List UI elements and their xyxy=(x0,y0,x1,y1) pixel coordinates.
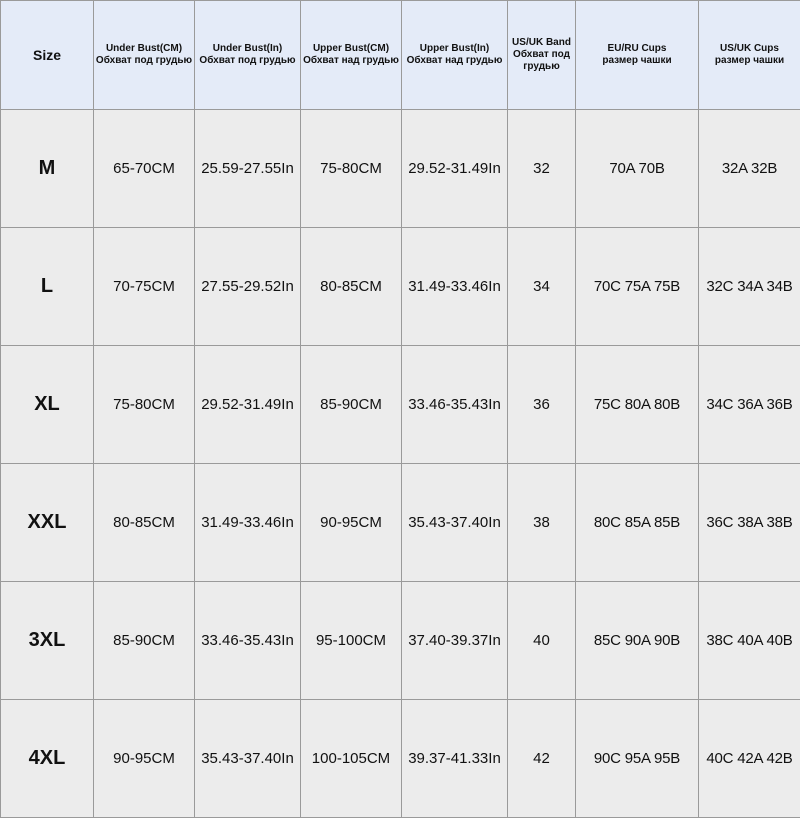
us-uk-cups-cell: 38C 40A 40B xyxy=(699,582,800,700)
table-row xyxy=(1,582,800,700)
eu-ru-cups-cell: 70A 70B xyxy=(576,110,699,228)
under-bust-in-cell: 33.46-35.43In xyxy=(195,582,301,700)
upper-bust-in-cell: 29.52-31.49In xyxy=(402,110,508,228)
size-cell: XXL xyxy=(1,464,94,582)
us-uk-band-cell: 38 xyxy=(508,464,576,582)
upper-bust-in-cell: 35.43-37.40In xyxy=(402,464,508,582)
eu-ru-cups-cell: 85C 90A 90B xyxy=(576,582,699,700)
header-us-uk-cups: US/UK Cups размер чашки xyxy=(699,1,800,110)
us-uk-cups-cell: 36C 38A 38B xyxy=(699,464,800,582)
header-under-bust-cm: Under Bust(CM) Обхват под грудью xyxy=(94,1,195,110)
upper-bust-cm-cell: 90-95CM xyxy=(301,464,402,582)
size-cell: XL xyxy=(1,346,94,464)
table-row xyxy=(1,464,800,582)
us-uk-cups-cell: 32A 32B xyxy=(699,110,800,228)
under-bust-cm-cell: 80-85CM xyxy=(94,464,195,582)
table-row xyxy=(1,346,800,464)
upper-bust-in-cell: 39.37-41.33In xyxy=(402,700,508,818)
header-upper-bust-in: Upper Bust(In) Обхват над грудью xyxy=(402,1,508,110)
table-row xyxy=(1,700,800,818)
size-cell: L xyxy=(1,228,94,346)
upper-bust-cm-cell: 75-80CM xyxy=(301,110,402,228)
header-size: Size xyxy=(1,1,94,110)
us-uk-cups-cell: 32C 34A 34B xyxy=(699,228,800,346)
size-cell: 4XL xyxy=(1,700,94,818)
under-bust-in-cell: 35.43-37.40In xyxy=(195,700,301,818)
under-bust-in-cell: 31.49-33.46In xyxy=(195,464,301,582)
upper-bust-cm-cell: 100-105CM xyxy=(301,700,402,818)
under-bust-in-cell: 29.52-31.49In xyxy=(195,346,301,464)
upper-bust-cm-cell: 95-100CM xyxy=(301,582,402,700)
us-uk-cups-cell: 40C 42A 42B xyxy=(699,700,800,818)
header-upper-bust-cm: Upper Bust(CM) Обхват над грудью xyxy=(301,1,402,110)
header-under-bust-in: Under Bust(In) Обхват под грудью xyxy=(195,1,301,110)
us-uk-band-cell: 34 xyxy=(508,228,576,346)
under-bust-in-cell: 25.59-27.55In xyxy=(195,110,301,228)
us-uk-band-cell: 40 xyxy=(508,582,576,700)
header-row xyxy=(1,1,800,110)
header-eu-ru-cups: EU/RU Cups размер чашки xyxy=(576,1,699,110)
table-row xyxy=(1,228,800,346)
upper-bust-cm-cell: 85-90CM xyxy=(301,346,402,464)
us-uk-cups-cell: 34C 36A 36B xyxy=(699,346,800,464)
under-bust-cm-cell: 65-70CM xyxy=(94,110,195,228)
header-us-uk-band: US/UK Band Обхват под грудью xyxy=(508,1,576,110)
eu-ru-cups-cell: 90C 95A 95B xyxy=(576,700,699,818)
us-uk-band-cell: 36 xyxy=(508,346,576,464)
size-cell: 3XL xyxy=(1,582,94,700)
eu-ru-cups-cell: 80C 85A 85B xyxy=(576,464,699,582)
under-bust-cm-cell: 75-80CM xyxy=(94,346,195,464)
upper-bust-in-cell: 37.40-39.37In xyxy=(402,582,508,700)
under-bust-cm-cell: 70-75CM xyxy=(94,228,195,346)
under-bust-in-cell: 27.55-29.52In xyxy=(195,228,301,346)
upper-bust-cm-cell: 80-85CM xyxy=(301,228,402,346)
us-uk-band-cell: 42 xyxy=(508,700,576,818)
under-bust-cm-cell: 90-95CM xyxy=(94,700,195,818)
us-uk-band-cell: 32 xyxy=(508,110,576,228)
under-bust-cm-cell: 85-90CM xyxy=(94,582,195,700)
table-row xyxy=(1,110,800,228)
eu-ru-cups-cell: 70C 75A 75B xyxy=(576,228,699,346)
upper-bust-in-cell: 31.49-33.46In xyxy=(402,228,508,346)
size-cell: M xyxy=(1,110,94,228)
eu-ru-cups-cell: 75C 80A 80B xyxy=(576,346,699,464)
upper-bust-in-cell: 33.46-35.43In xyxy=(402,346,508,464)
